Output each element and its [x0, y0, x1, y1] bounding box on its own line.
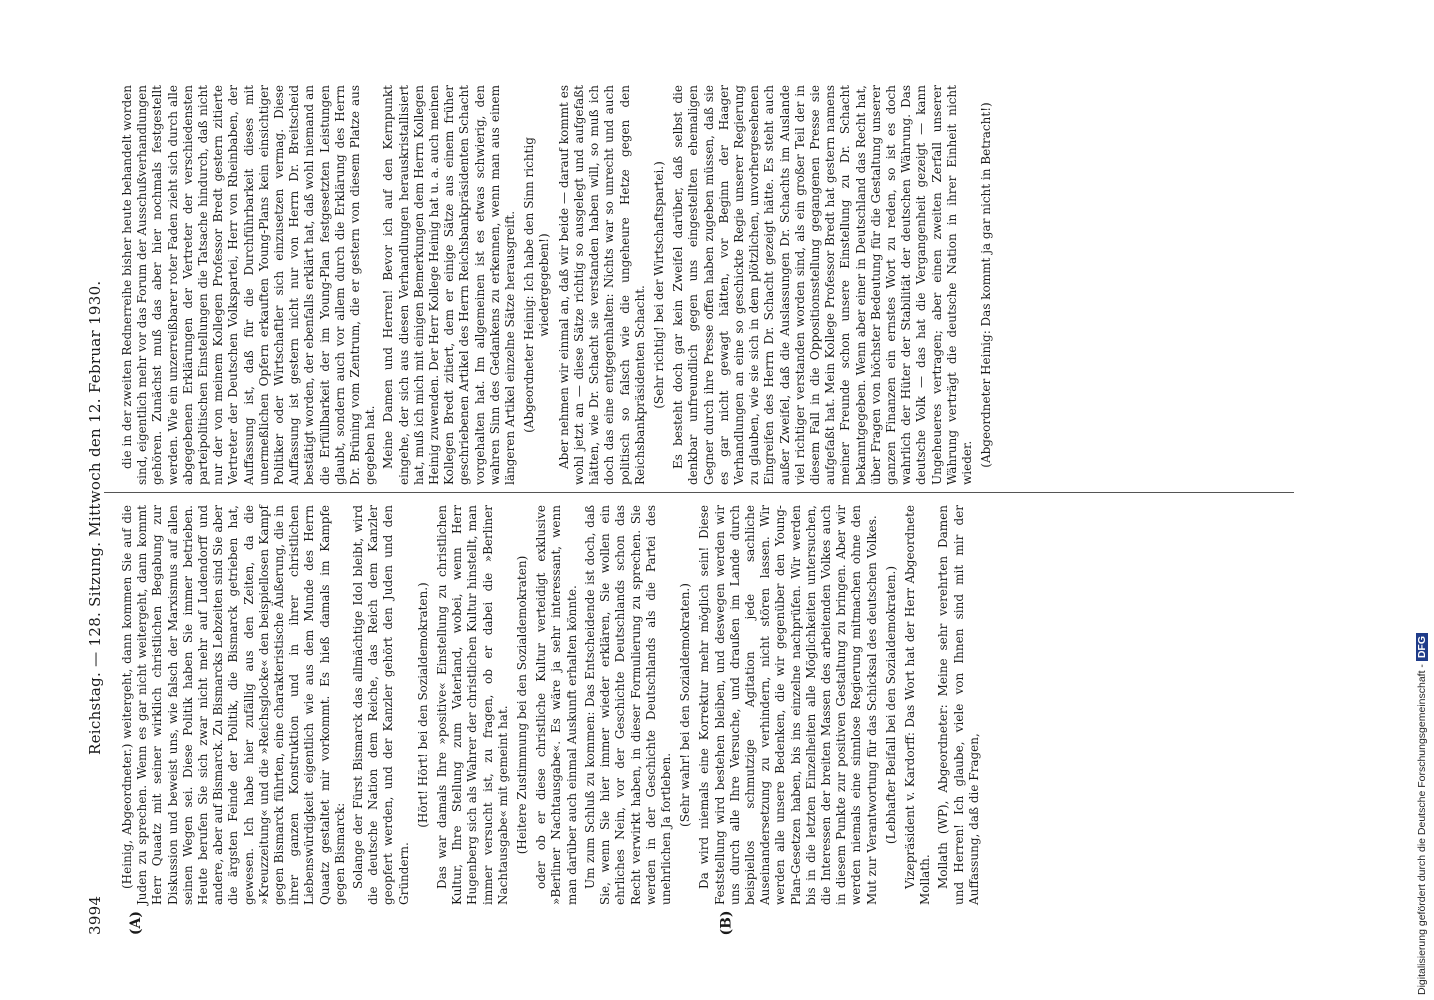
interjection: (Heitere Zustimmung bei den Sozialdemokraten) — [515, 555, 530, 855]
paragraph: Da wird niemals eine Korrektur mehr möglich sein! Diese Feststellung wird bestehen bleiben, und deswegen werden wir uns durch alle Ihre Versuche, und draußen im Lande durch beispiellos schmutzige Agitation jede sachliche Auseinandersetzung zu verhindern, nicht stören lassen. Wir werden alle unsere Bedenken, die wir gegenüber den Young-Plan-Gesetzen haben, bis ins einzelne nachprüfen. Wir werden bis in die letzten Einzelheiten alle Möglichkeiten untersuchen, die Interessen der breiten Massen des arbeitenden Volkes auch in diesem Punkte zur positiven Gestaltung zu bringen. Aber wir werden niemals eine sinnlose Regierung mitmachen ohne den Mut zur Verantwortung für das Schicksal des deutschen Volkes. — [697, 505, 879, 905]
margin-marker-a: (A) — [128, 910, 145, 936]
interjection: (Hört! Hört! bei den Sozialdemokraten.) — [415, 582, 430, 828]
interjection: (Sehr richtig! bei der Wirtschaftspartei.) — [651, 161, 666, 409]
column-divider — [104, 492, 1294, 493]
interjection: (Abgeordneter Heinig: Das kommt ja gar nicht in Betracht!) — [979, 102, 994, 468]
paragraph: Meine Damen und Herren! Bevor ich auf den Kernpunkt eingehe, der sich aus diesen Verhandlungen herauskristallisiert hat, muß ich mich mit einigen Bemerkungen dem Herrn Kollegen Heinig zuwenden. Der Herr Kollege Heinig hat u. a. auch meinen Kollegen Bredt zitiert, dem er einige Sätze aus einem früher geschriebenen Artikel des Herrn Reichsbankpräsidenten Schacht vorgehalten hat. Im allgemeinen ist es etwas schwierig, den wahren Sinn des Gedankens zu erkennen, wenn man aus einem längeren Artikel einzelne Sätze herausgreift. — [381, 85, 518, 485]
digitization-text: Digitalisierung gefördert durch die Deutsche Forschungsgemeinschaft - — [1416, 664, 1428, 995]
page-title: Reichstag. — 128. Sitzung. Mittwoch den 12. Februar 1930. — [86, 280, 104, 755]
left-column — [120, 505, 985, 905]
paragraph: Um zum Schluß zu kommen: Das Entscheidende ist doch, daß Sie, wenn Sie hier immer wieder erklären, Sie wollen ein ehrliches Nein, vor der Geschichte Deutschlands schon das Recht verwirkt haben, in dieser Formulierung zu sprechen. Sie werden in der Geschichte Deutschlands als die Partei des unehrlichen Ja fortleben. — [582, 505, 673, 905]
margin-marker-b: (B) — [718, 910, 735, 936]
paragraph: Aber nehmen wir einmal an, daß wir beide — darauf kommt es wohl jetzt an — diese Sätze richtig so ausgelegt und aufgefaßt hätten, wie Dr. Schacht sie verstanden haben will, so muß ich doch das eine entgegenhalten: Nichts war so unrecht und auch politisch so falsch wie die ungeheure Hetze gegen den Reichsbankpräsidenten Schacht. — [556, 85, 647, 485]
interjection: (Sehr wahr! bei den Sozialdemokraten.) — [678, 583, 693, 827]
dfg-logo: DFG — [1416, 633, 1428, 661]
quotation: Solange der Fürst Bismarck das allmächtige Idol bleibt, wird die deutsche Nation dem Reiche, das Reich dem Kanzler geopfert werden, und der Kanzler gehört den Juden und den Gründern. — [351, 505, 411, 905]
page-header — [86, 90, 104, 935]
paragraph: Mollath (WP), Abgeordneter: Meine sehr verehrten Damen und Herren! Ich glaube, viele von Ihnen sind mit mir der Auffassung, daß die Fragen, — [936, 505, 981, 905]
paragraph: Es besteht doch gar kein Zweifel darüber, daß selbst die denkbar unfreundlich gegen uns eingestellten ehemaligen Gegner durch ihre Presse offen haben zugeben müssen, daß sie es gar nicht gewagt hätten, vor Beginn der Haager Verhandlungen an eine so geschickte Regie unserer Regierung zu glauben, wie sie sich in dem plötzlichen, unvorhergesehenen Eingreifen des Herrn Dr. Schacht gezeigt hätte. Es steht auch außer Zweifel, daß die Auslassungen Dr. Schachts im Auslande viel richtiger verstanden worden sind, als ein großer Teil der in diesem Fall in die Oppositionsstellung gegangenen Presse sie aufgefaßt hat. Mein Kollege Professor Bredt hat gestern namens meiner Freunde schon unsere Einstellung zu Dr. Schacht bekanntgegeben. Wenn aber einer in Deutschland das Recht hat, über Fragen von höchster Bedeutung für die Gestaltung unserer ganzen Finanzen ein ernstes Wort zu reden, so ist es doch wahrlich der Hüter der Stabilität der deutschen Währung. Das deutsche Volk — das hat die Vergangenheit gezeigt — kann Ungeheueres vertragen; aber einen zweiten Zerfall unserer Währung verträgt die deutsche Nation in ihrer Einheit nicht wieder. — [671, 85, 974, 485]
page-number: 3994 — [86, 895, 104, 935]
digitization-note — [1416, 633, 1428, 995]
right-column — [120, 85, 998, 485]
paragraph: die in der zweiten Rednerreihe bisher heute behandelt worden sind, eigentlich mehr vor das Forum der Ausschußverhandlungen gehören. Zunächst muß das aber hier nochmals festgestellt werden. Wie ein unzerreißbarer roter Faden zieht sich durch alle abgegebenen Erklärungen der Vertreter der verschiedensten parteipolitischen Einstellungen die Tatsache hindurch, daß nicht nur der von meinem Kollegen Professor Bredt gestern zitierte Vertreter der Deutschen Volkspartei, Herr von Rheinbaben, der Auffassung ist, daß für die Durchführbarkeit dieses mit unermeßlichen Opfern erkauften Young-Plans kein einsichtiger Politiker oder Wirtschaftler sich einzusetzen vermag. Diese Auffassung ist gestern nicht nur von Herrn Dr. Breitscheid bestätigt worden, der ebenfalls erklärt hat, daß wohl niemand an die Erfüllbarkeit der im Young-Plan festgesetzten Leistungen glaubt, sondern auch vor allem durch die Erklärung des Herrn Dr. Brüning vom Zentrum, die er gestern von diesem Platze aus gegeben hat. — [120, 85, 378, 485]
interjection: (Abgeordneter Heinig: Ich habe den Sinn richtig wiedergegeben!) — [522, 137, 552, 433]
paragraph: Vizepräsident v. Kardorff: Das Wort hat der Herr Abgeordnete Mollath. — [902, 505, 933, 905]
paragraph: oder ob er diese christliche Kultur verteidigt exklusive »Berliner Nachtausgabe«. Es wäre ja sehr interessant, wenn man darüber auch einmal Auskunft erhalten könnte. — [534, 505, 579, 905]
paragraph: (Heinig, Abgeordneter.) weitergeht, dann kommen Sie auf die Juden zu sprechen. Wenn es gar nicht weitergeht, dann kommt Herr Quaatz mit seiner wirklich christlichen Begabung zur Diskussion und beweist uns, wie falsch der Marxismus auf allen seinen Wegen sei. Diese Politik haben Sie immer betrieben. Heute berufen Sie sich zwar nicht mehr auf Ludendorff und andere, aber auf Bismarck. Zu Bismarcks Lebzeiten sind Sie aber die ärgsten Feinde der Politik, die Bismarck getrieben hat, gewesen. Ich habe hier zufällig aus den Zeiten, da die »Kreuzzeitung« und die »Reichsglocke« den beispiellosen Kampf gegen Bismarck führten, eine charakteristische Äußerung, die in ihrer ganzen Konstruktion und in ihrer christlichen Liebenswürdigkeit eigentlich wie aus dem Munde des Herrn Quaatz gestaltet mir vorkommt. Es hieß damals im Kampfe gegen Bismarck: — [120, 505, 347, 905]
interjection: (Lebhafter Beifall bei den Sozialdemokraten.) — [883, 565, 898, 845]
paragraph: Das war damals Ihre »positive« Einstellung zu christlichen Kultur, Ihre Stellung zum Vaterland, wobei, wenn Herr Hugenberg sich als Wahrer der christlichen Kultur hinstellt, man immer versucht ist, zu fragen, ob er dabei die »Berliner Nachtausgabe« mit gemeint hat. — [435, 505, 510, 905]
